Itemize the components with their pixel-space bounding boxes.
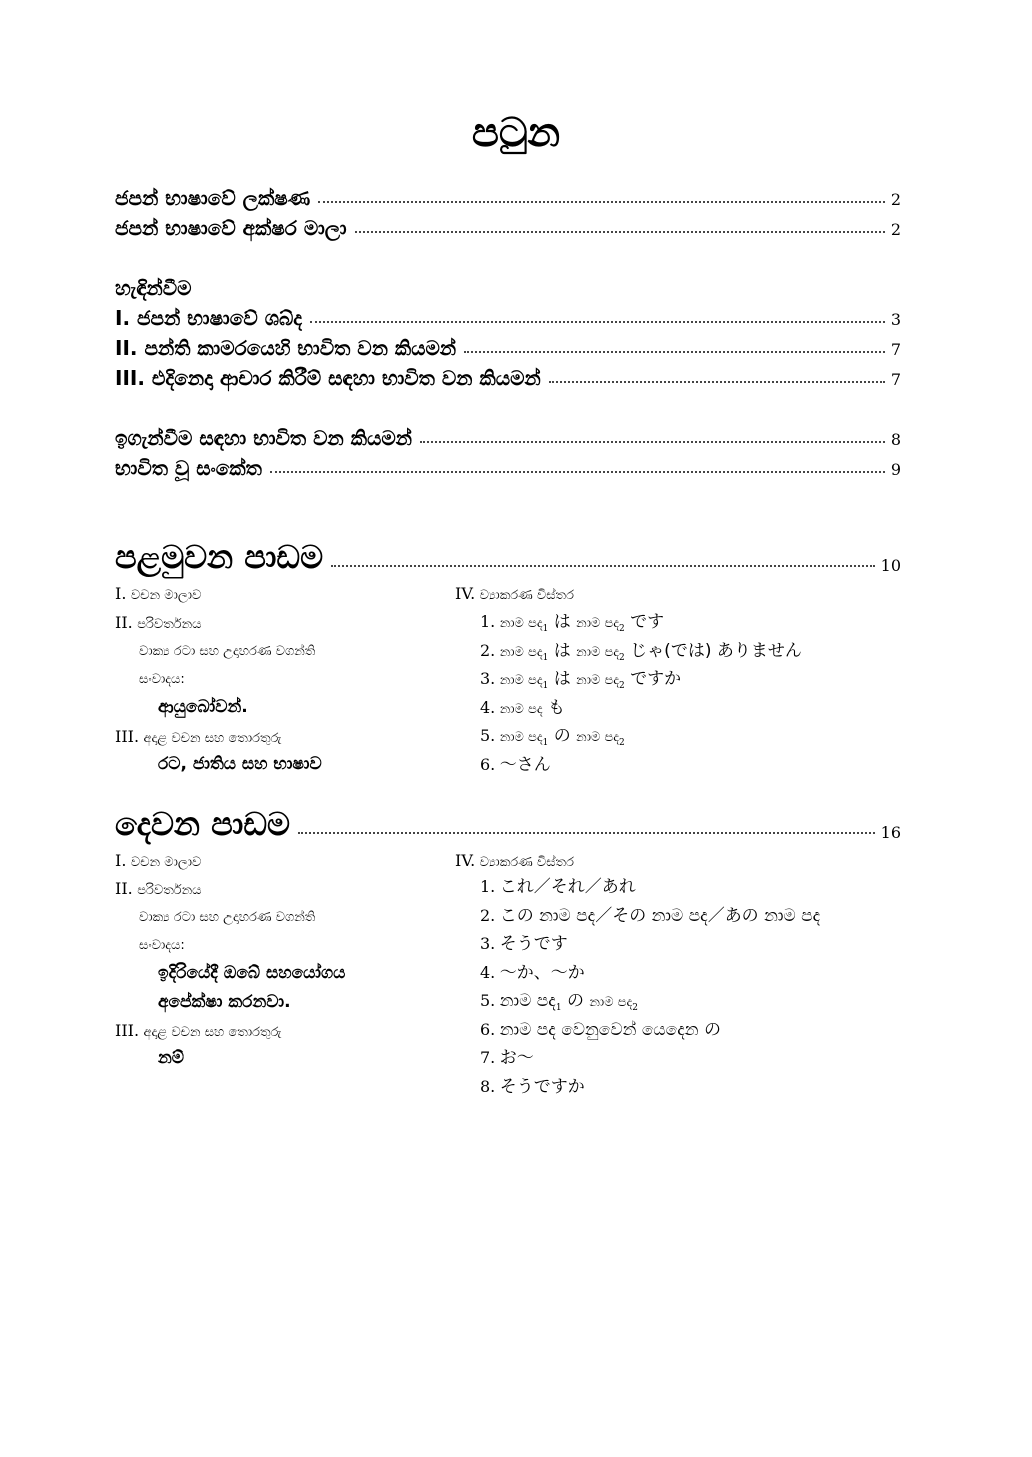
grammar-num: 5. [480, 726, 496, 745]
grammar-a: නාම පද [499, 730, 543, 745]
grammar-item [480, 1078, 585, 1097]
grammar-num: 1. [480, 612, 496, 631]
lesson-2-translation: II. පරිවර්තනය [115, 879, 202, 898]
grammar-num: 2. [480, 905, 496, 925]
lesson-1-related-title: රට, ජාතිය සහ භාෂාව [158, 754, 322, 774]
grammar-text: ～か、～か [499, 962, 585, 983]
grammar-num: 4. [480, 697, 496, 717]
dot-leader [549, 381, 885, 383]
grammar-text: නාම පද [499, 991, 556, 1011]
lesson-1-translation: II. පරිවර්තනය [115, 613, 202, 632]
lesson-2-heading[interactable] [115, 805, 901, 843]
lesson-1-dialogue-title: ආයුබෝවන්. [158, 697, 248, 717]
toc-entry-teaching[interactable] [115, 426, 901, 450]
toc-page-number: 10 [880, 556, 901, 575]
grammar-item [480, 699, 565, 724]
lesson-1-grammar-head: IV. ව්‍යාකරණ විස්තර [455, 584, 574, 603]
grammar-item [480, 907, 820, 926]
grammar-b: නාම පද [576, 644, 620, 660]
grammar-a: නාම පද [499, 673, 543, 688]
grammar-j1: ～さん [499, 754, 551, 775]
grammar-s1: 1 [542, 652, 549, 663]
toc-entry-scripts[interactable] [115, 216, 901, 240]
grammar-item [480, 964, 585, 983]
grammar-b: නාම පද [576, 673, 620, 688]
toc-entry-label: I. ජපන් භාෂාවේ ශබ්ද [115, 306, 303, 330]
lesson-1-dialogue-label: සංවාදය: [139, 672, 185, 687]
toc-entry-symbols[interactable] [115, 456, 901, 480]
grammar-b: නාම පද [576, 616, 620, 631]
grammar-text: そうです [499, 934, 568, 954]
grammar-s2: 2 [619, 623, 625, 634]
grammar-item [480, 613, 664, 638]
grammar-num: 7. [480, 1048, 496, 1067]
grammar-num: 4. [480, 962, 496, 982]
toc-entry-greetings[interactable] [115, 366, 901, 390]
grammar-j1: は [548, 640, 577, 661]
toc-page-number: 7 [890, 370, 901, 389]
grammar-item [480, 935, 568, 954]
toc-page-number: 2 [890, 220, 901, 239]
lesson-2-dialogue-title-2: අපේක්ෂා කරනවා. [158, 992, 291, 1012]
grammar-j2: じゃ(では) ありません [624, 640, 802, 661]
grammar-item [480, 992, 638, 1017]
toc-entry-label: භාවිත වූ සංකේත [115, 456, 262, 480]
grammar-text: そうですか [499, 1076, 585, 1097]
page-title: පටුන [471, 110, 561, 156]
grammar-j2: ですか [624, 669, 682, 689]
toc-page-number: 8 [890, 430, 901, 449]
grammar-b: නාම පද [589, 995, 633, 1010]
lesson-1-vocab: I. වචන මාලාව [115, 584, 202, 603]
toc-page-number: 3 [890, 310, 901, 329]
grammar-item [480, 727, 625, 752]
dot-leader [318, 201, 885, 203]
lesson-2-dialogue-title-1: ඉදිරියේදී ඔබේ සහයෝගය [158, 963, 346, 983]
dot-leader [355, 231, 885, 233]
dot-leader [310, 321, 885, 323]
dot-leader [331, 565, 875, 567]
grammar-num: 1. [480, 877, 496, 896]
grammar-text: お～ [499, 1048, 534, 1068]
lesson-1-related: III. අදාළ වචන සහ තොරතුරු [115, 727, 282, 746]
lesson-2-vocab: I. වචන මාලාව [115, 851, 202, 870]
toc-entry-label: ජපන් භාෂාවේ අක්ෂර මාලා [115, 216, 347, 240]
introduction-heading: හැඳින්වීම [115, 276, 192, 300]
grammar-text: この නාම පද／その නාම පද／あの නාම පද [499, 905, 821, 926]
grammar-s2: 2 [632, 1002, 638, 1013]
grammar-a: නාම පද [499, 616, 543, 631]
grammar-a: නාම පද [499, 701, 543, 717]
grammar-s1: 1 [542, 680, 549, 691]
dot-leader [270, 471, 885, 473]
grammar-num: 3. [480, 934, 496, 953]
toc-page-number: 16 [880, 823, 901, 842]
lesson-2-grammar-head: IV. ව්‍යාකරණ විස්තර [455, 851, 574, 870]
grammar-item [480, 670, 681, 695]
grammar-s2: 2 [619, 652, 625, 663]
dot-leader [464, 351, 885, 353]
grammar-s2: 2 [619, 680, 625, 691]
lesson-1-sentence-patterns: වාක්‍ය රටා සහ උදාහරණ වගන්ති [139, 644, 316, 659]
grammar-s1: 1 [542, 623, 549, 634]
grammar-s1: 1 [555, 1002, 562, 1013]
grammar-num: 6. [480, 754, 496, 774]
grammar-num: 6. [480, 1019, 496, 1039]
dot-leader [298, 832, 875, 834]
lesson-title: පළමුවන පාඩම [115, 538, 324, 576]
toc-page-number: 2 [890, 190, 901, 209]
grammar-item [480, 1049, 534, 1068]
toc-page-number: 7 [890, 340, 901, 359]
lesson-2-dialogue-label: සංවාදය: [139, 938, 185, 953]
toc-entry-sounds[interactable] [115, 306, 901, 330]
grammar-text: これ／それ／あれ [499, 877, 636, 897]
grammar-item [480, 878, 636, 897]
grammar-num: 5. [480, 991, 496, 1010]
grammar-num: 2. [480, 640, 496, 660]
lesson-title: දෙවන පාඩම [115, 805, 291, 843]
grammar-j1: は [548, 669, 577, 689]
grammar-item [480, 756, 551, 781]
lesson-2-sentence-patterns: වාක්‍ය රටා සහ උදාහරණ වගන්ති [139, 910, 316, 925]
lesson-2-related: III. අදාළ වචන සහ තොරතුරු [115, 1021, 282, 1040]
grammar-num: 3. [480, 669, 496, 688]
toc-entry-features[interactable] [115, 186, 901, 210]
toc-entry-classroom[interactable] [115, 336, 901, 360]
toc-entry-label: ජපන් භාෂාවේ ලක්ෂණ [115, 186, 311, 210]
grammar-j1: は [548, 612, 577, 632]
toc-entry-label: ඉගැන්වීම සඳහා භාවිත වන කියමන් [115, 426, 412, 450]
toc-entry-label: III. එදිනෙදා ආචාර කිරීම් සඳහා භාවිත වන කියමන් [115, 366, 541, 390]
grammar-item [480, 642, 802, 667]
grammar-text: නාම පද වෙනුවෙන් යෙදෙන の [499, 1019, 721, 1040]
lesson-2-related-title: නම් [158, 1048, 185, 1068]
toc-entry-label: II. පන්ති කාමරයෙහි භාවිත වන කියමන් [115, 336, 457, 360]
grammar-j1: の [561, 991, 590, 1011]
grammar-j1: の [548, 726, 577, 746]
dot-leader [420, 441, 885, 443]
grammar-s1: 1 [542, 737, 549, 748]
grammar-a: නාම පද [499, 644, 543, 660]
grammar-item [480, 1021, 721, 1040]
grammar-j2: です [624, 612, 665, 632]
grammar-num: 8. [480, 1076, 496, 1096]
grammar-b: නාම පද [576, 730, 620, 745]
lesson-1-heading[interactable] [115, 538, 901, 576]
toc-page-number: 9 [890, 460, 901, 479]
grammar-s2: 2 [619, 737, 625, 748]
grammar-j1: も [542, 697, 566, 718]
